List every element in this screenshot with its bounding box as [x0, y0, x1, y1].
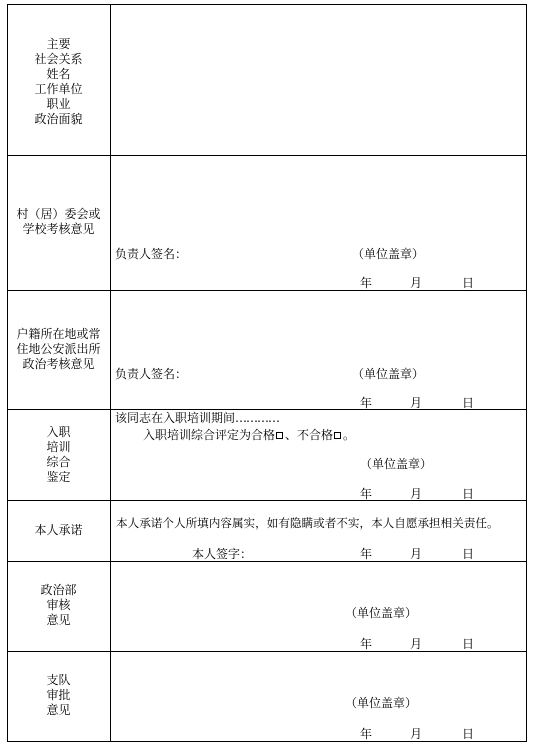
- fail-checkbox[interactable]: [334, 432, 341, 439]
- label-line: 户籍所在地或常: [16, 327, 101, 341]
- village-day-label: 日: [462, 276, 475, 290]
- label-line: 职业: [46, 97, 71, 111]
- label-line: 政治部: [40, 583, 77, 597]
- detachment-label: [7, 673, 110, 718]
- social-relations-label: [7, 37, 110, 127]
- label-line: 村（居）委会或: [16, 207, 101, 221]
- label-line: 姓名: [46, 67, 71, 81]
- police-review-field[interactable]: [111, 291, 526, 356]
- village-review-field[interactable]: [111, 156, 526, 236]
- training-line-2: [143, 426, 355, 443]
- political-dept-field[interactable]: [111, 562, 526, 600]
- village-review-label: [7, 207, 110, 237]
- label-line: 社会关系: [34, 52, 83, 66]
- training-label: [7, 425, 110, 485]
- training-line-2-text: 入职培训综合评定为合格: [143, 428, 276, 442]
- pass-checkbox[interactable]: [276, 432, 283, 439]
- training-dots: …………: [235, 411, 280, 425]
- detachment-month-label: 月: [410, 727, 423, 741]
- police-year-label: 年: [360, 396, 373, 410]
- political-dept-month-label: 月: [410, 637, 423, 651]
- training-end: 。: [343, 428, 356, 442]
- fail-label: 、不合格: [285, 428, 334, 442]
- label-line: 政治考核意见: [22, 357, 95, 371]
- training-seal-label: （单位盖章）: [360, 457, 433, 471]
- village-year-label: 年: [360, 276, 373, 290]
- training-line-1: [115, 409, 279, 426]
- label-line: 意见: [46, 703, 71, 717]
- police-review-label: [7, 327, 110, 372]
- training-year-label: 年: [360, 487, 373, 501]
- pledge-label: 本人承诺: [34, 523, 83, 537]
- label-line: 审批: [46, 688, 71, 702]
- pledge-year-label: 年: [360, 547, 373, 561]
- label-line: 意见: [46, 613, 71, 627]
- pledge-month-label: 月: [410, 547, 423, 561]
- village-seal-label: （单位盖章）: [352, 247, 425, 261]
- detachment-year-label: 年: [360, 727, 373, 741]
- village-month-label: 月: [410, 276, 423, 290]
- pledge-signer-label: 本人签字：: [192, 547, 253, 561]
- label-line: 鉴定: [46, 470, 71, 484]
- police-month-label: 月: [410, 396, 423, 410]
- label-line: 培训: [46, 440, 71, 454]
- detachment-day-label: 日: [462, 727, 475, 741]
- detachment-field[interactable]: [111, 652, 526, 690]
- political-dept-year-label: 年: [360, 637, 373, 651]
- label-line: 工作单位: [34, 82, 83, 96]
- row-divider: [7, 500, 527, 501]
- political-dept-label: [7, 583, 110, 628]
- police-day-label: 日: [462, 396, 475, 410]
- label-line: 入职: [46, 425, 71, 439]
- social-relations-field[interactable]: [111, 5, 526, 155]
- training-day-label: 日: [462, 487, 475, 501]
- label-line: 支队: [46, 673, 71, 687]
- training-month-label: 月: [410, 487, 423, 501]
- label-line: 政治面貌: [34, 112, 83, 126]
- police-signer-label: 负责人签名：: [115, 367, 188, 381]
- village-signer-label: 负责人签名：: [115, 247, 188, 261]
- police-seal-label: （单位盖章）: [352, 367, 425, 381]
- pledge-day-label: 日: [462, 547, 475, 561]
- label-line: 综合: [46, 455, 71, 469]
- label-line: 学校考核意见: [22, 222, 95, 236]
- detachment-seal-label: （单位盖章）: [345, 696, 418, 710]
- label-line: 审核: [46, 598, 71, 612]
- label-line: 住地公安派出所: [16, 342, 101, 356]
- label-line: 主要: [46, 37, 71, 51]
- training-line-1-text: 该同志在入职培训期间: [115, 411, 236, 425]
- political-dept-seal-label: （单位盖章）: [345, 606, 418, 620]
- political-dept-day-label: 日: [462, 637, 475, 651]
- pledge-statement: 本人承诺个人所填内容属实，如有隐瞒或者不实，本人自愿承担相关责任。: [116, 516, 499, 530]
